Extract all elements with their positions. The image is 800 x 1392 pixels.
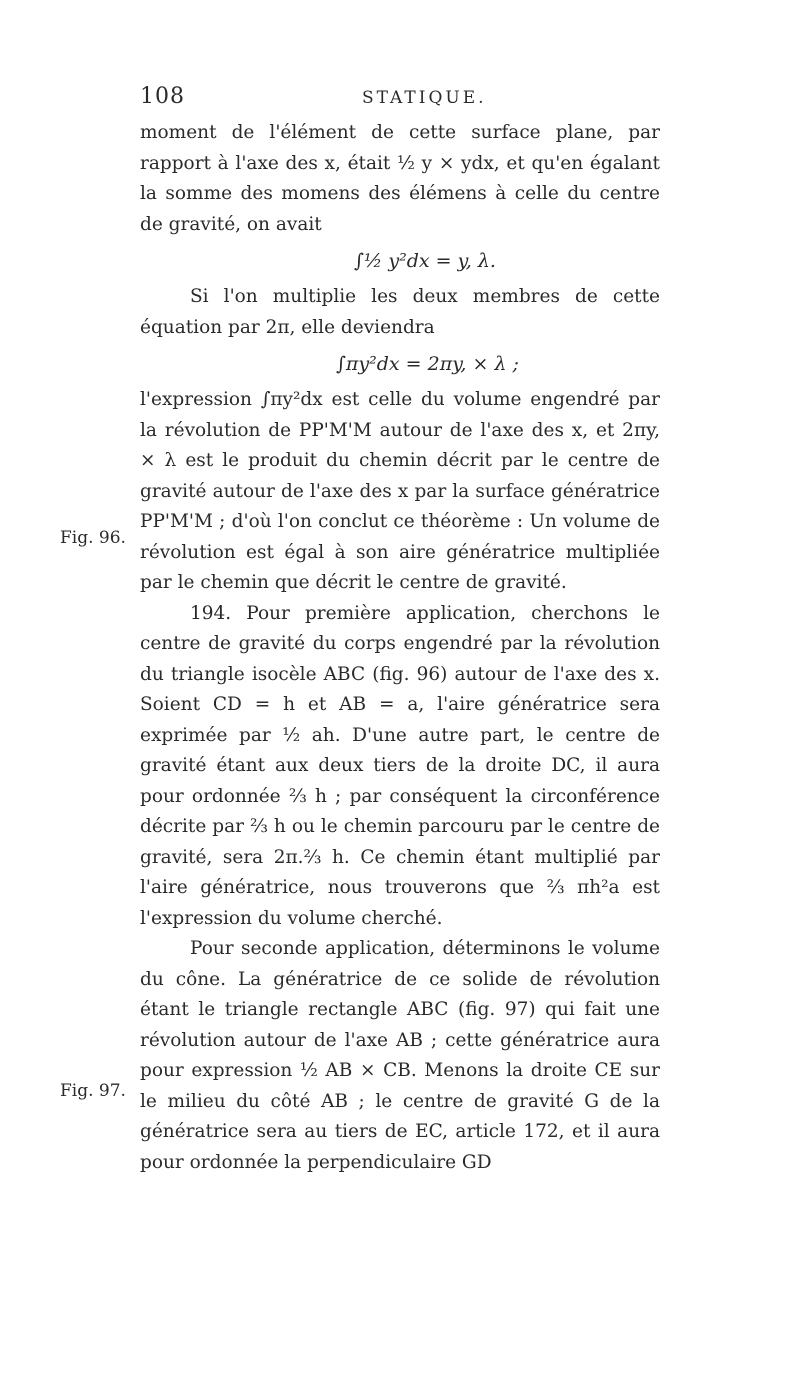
figure-reference-97: Fig. 97.: [60, 1081, 126, 1101]
body-text: [140, 118, 660, 1178]
running-title: STATIQUE.: [362, 88, 487, 108]
page-header: [140, 84, 660, 114]
paragraph-multiply: Si l'on multiplie les deux membres de cette équation par 2π, elle deviendra: [140, 286, 660, 338]
figure-reference-96: Fig. 96.: [60, 528, 126, 548]
equation-volume: ∫πy²dx = 2πy, × λ ;: [336, 353, 519, 375]
paragraph-second-application: Pour seconde application, déterminons le volume du cône. La génératrice de ce solide de révolution étant le triangle rectangle ABC (fig. 97) qui fait une révolution autour de l'axe AB ; cette génératrice aura pour expression ½ AB × CB. Menons la droite CE sur le milieu du côté AB ; le centre de gravité G de la génératrice sera au tiers de EC, article 172, et il aura pour ordonnée la perpendiculaire GD: [140, 938, 660, 1173]
equation-moment: ∫½ y²dx = y, λ.: [354, 250, 496, 272]
page-number: 108: [140, 84, 185, 109]
paragraph-moment: moment de l'élément de cette surface plane, par rapport à l'axe des x, était ½ y × ydx, et qu'en égalant la somme des momens des élémens à celle du centre de gravité, on avait: [140, 122, 660, 235]
paragraph-theorem: l'expression ∫πy²dx est celle du volume engendré par la révolution de PP'M'M autour de l'axe des x, et 2πy, × λ est le produit du chemin décrit par le centre de gravité autour de l'axe des x par la surface génératrice PP'M'M ; d'où l'on conclut ce théorème : Un volume de révolution est égal à son aire génératrice multipliée par le chemin que décrit le centre de gravité.: [140, 389, 660, 593]
paragraph-first-application: 194. Pour première application, cherchons le centre de gravité du corps engendré par la révolution du triangle isocèle ABC (fig. 96) autour de l'axe des x. Soient CD = h et AB = a, l'aire génératrice sera exprimée par ½ ah. D'une autre part, le centre de gravité étant aux deux tiers de la droite DC, il aura pour ordonnée ⅔ h ; par conséquent la circonférence décrite par ⅔ h ou le chemin parcouru par le centre de gravité, sera 2π.⅔ h. Ce chemin étant multiplié par l'aire génératrice, nous trouverons que ⅔ πh²a est l'expression du volume cherché.: [140, 602, 660, 929]
